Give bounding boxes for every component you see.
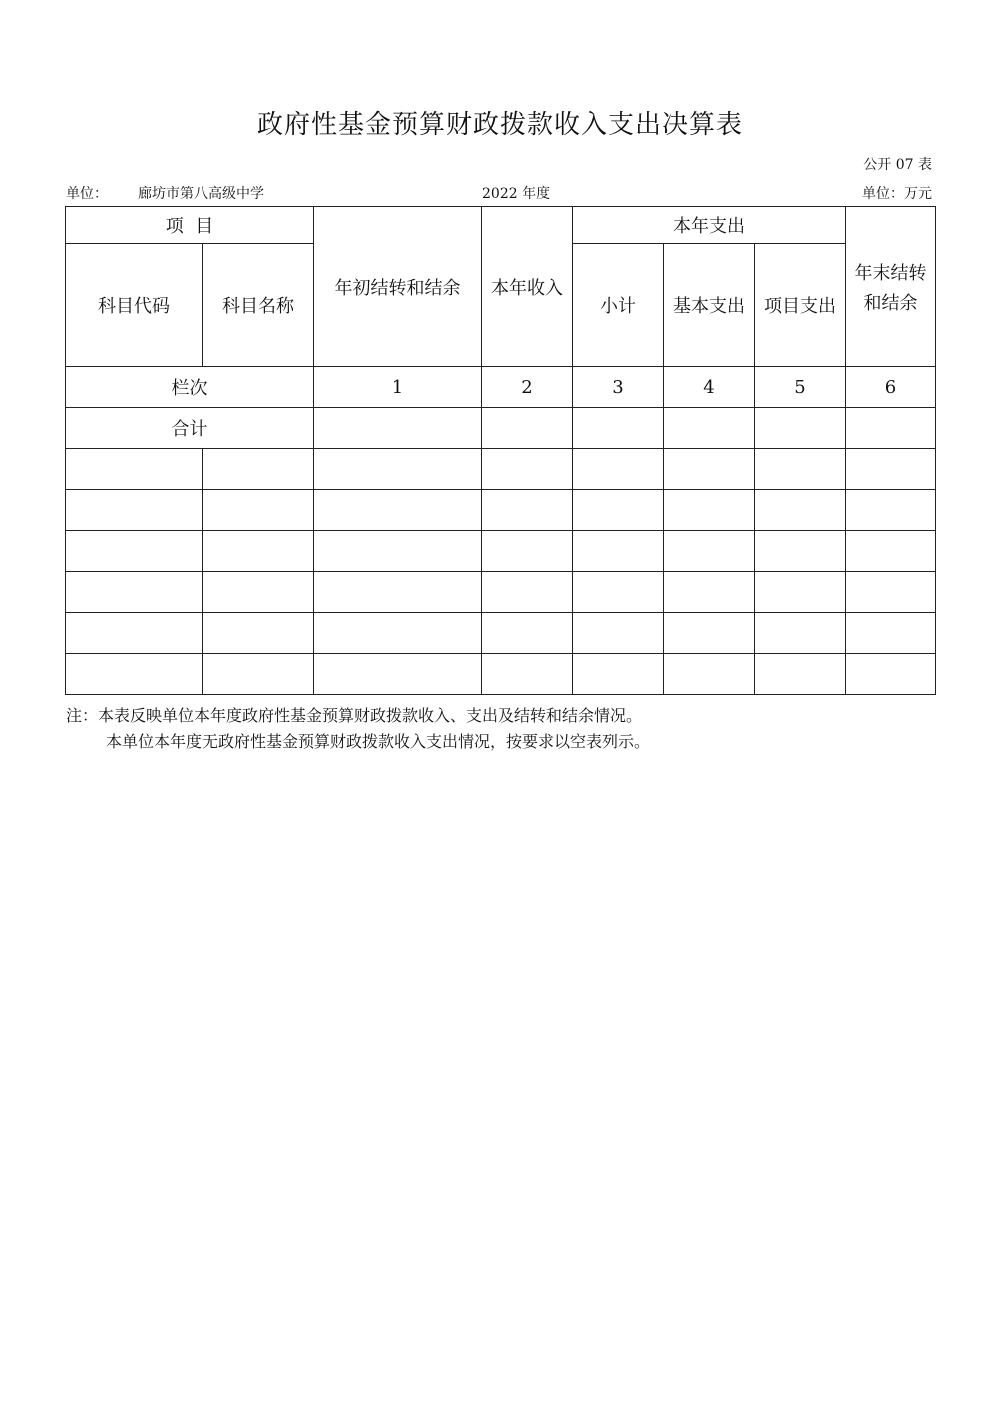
header-closing-balance-line1: 年末结转	[854, 262, 927, 284]
table-cell	[573, 449, 664, 490]
table-cell	[203, 449, 314, 490]
table-cell	[846, 490, 936, 531]
table-cell	[573, 654, 664, 695]
table-cell	[755, 613, 846, 654]
table-cell	[203, 531, 314, 572]
table-cell	[846, 654, 936, 695]
table-cell	[66, 613, 203, 654]
table-cell	[314, 449, 482, 490]
table-row	[66, 449, 936, 490]
header-closing-balance-line2: 和结余	[863, 292, 918, 314]
table-cell	[66, 531, 203, 572]
table-cell	[664, 408, 755, 449]
column-number: 6	[846, 367, 936, 408]
column-index-label: 栏次	[66, 367, 314, 408]
header-opening-balance: 年初结转和结余	[314, 207, 482, 367]
total-row	[66, 408, 936, 449]
table-cell	[482, 613, 573, 654]
column-number: 2	[482, 367, 573, 408]
table-cell	[66, 654, 203, 695]
table-cell	[664, 654, 755, 695]
unit-name: 廊坊市第八高级中学	[138, 186, 264, 202]
table-cell	[846, 613, 936, 654]
unit-label: 单位：	[66, 186, 108, 202]
note-line-2: 本单位本年度无政府性基金预算财政拨款收入支出情况，按要求以空表列示。	[106, 732, 651, 751]
table-cell	[314, 572, 482, 613]
table-cell	[755, 531, 846, 572]
table-cell	[846, 408, 936, 449]
table-row	[66, 654, 936, 695]
table-cell	[664, 613, 755, 654]
table-cell	[482, 654, 573, 695]
column-number: 5	[755, 367, 846, 408]
table-cell	[846, 572, 936, 613]
header-subject-code: 科目代码	[66, 244, 203, 367]
table-cell	[846, 449, 936, 490]
column-number: 1	[314, 367, 482, 408]
table-row	[66, 613, 936, 654]
table-cell	[664, 572, 755, 613]
table-cell	[755, 654, 846, 695]
table-cell	[66, 490, 203, 531]
table-cell	[203, 572, 314, 613]
header-subtotal: 小计	[573, 244, 664, 367]
table-cell	[573, 408, 664, 449]
report-table	[65, 206, 936, 695]
table-cell	[203, 654, 314, 695]
table-cell	[314, 490, 482, 531]
total-label: 合计	[66, 408, 314, 449]
note-line-1: 注：本表反映单位本年度政府性基金预算财政拨款收入、支出及结转和结余情况。	[66, 706, 643, 725]
table-cell	[573, 613, 664, 654]
table-cell	[314, 408, 482, 449]
column-number: 3	[573, 367, 664, 408]
table-cell	[314, 531, 482, 572]
table-cell	[664, 490, 755, 531]
table-cell	[314, 613, 482, 654]
table-cell	[664, 531, 755, 572]
table-cell	[664, 449, 755, 490]
table-cell	[482, 490, 573, 531]
header-basic-expenditure: 基本支出	[664, 244, 755, 367]
table-cell	[482, 531, 573, 572]
header-current-income: 本年收入	[482, 207, 573, 367]
table-cell	[203, 613, 314, 654]
table-cell	[573, 531, 664, 572]
table-cell	[755, 449, 846, 490]
table-row	[66, 572, 936, 613]
table-row	[66, 531, 936, 572]
table-cell	[203, 490, 314, 531]
header-project-expenditure: 项目支出	[755, 244, 846, 367]
table-cell	[482, 449, 573, 490]
header-current-expenditure: 本年支出	[573, 207, 846, 244]
page-title: 政府性基金预算财政拨款收入支出决算表	[256, 110, 743, 140]
table-row	[66, 490, 936, 531]
header-subject-name: 科目名称	[203, 244, 314, 367]
header-item: 项 目	[66, 207, 314, 244]
table-cell	[755, 572, 846, 613]
table-cell	[846, 531, 936, 572]
fiscal-year: 2022 年度	[482, 186, 551, 202]
column-number: 4	[664, 367, 755, 408]
table-cell	[755, 490, 846, 531]
currency-unit: 单位：万元	[862, 186, 932, 202]
table-cell	[755, 408, 846, 449]
table-cell	[66, 449, 203, 490]
table-cell	[573, 572, 664, 613]
header-closing-balance	[846, 207, 936, 367]
table-cell	[314, 654, 482, 695]
table-cell	[482, 408, 573, 449]
table-cell	[573, 490, 664, 531]
form-code: 公开 07 表	[863, 157, 932, 173]
table-cell	[482, 572, 573, 613]
table-cell	[66, 572, 203, 613]
